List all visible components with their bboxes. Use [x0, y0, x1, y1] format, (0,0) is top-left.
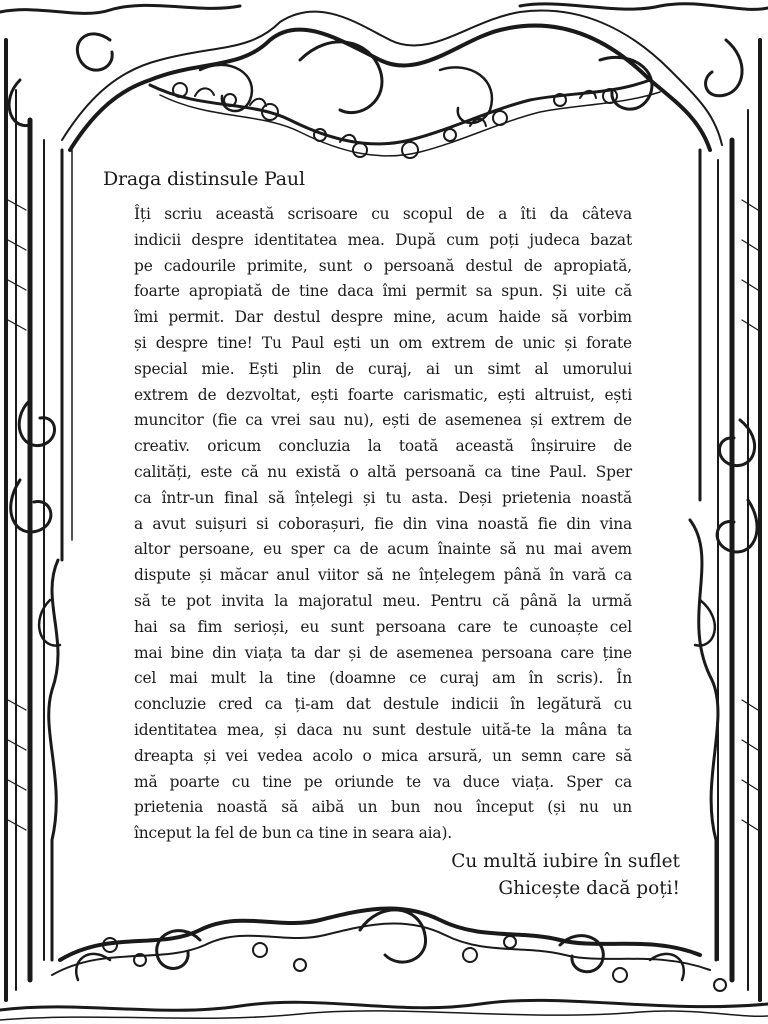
signature-line: Ghicește dacă poți! — [498, 878, 680, 899]
letter-line: altor persoane, eu sper ca de acum înainte să nu mai avem — [134, 540, 632, 559]
letter-line: dreapta și vei vedea acolo o mica arsură, un semn care să — [134, 746, 632, 765]
letter-line: să te pot invita la majoratul meu. Pentru că până la urmă — [134, 591, 632, 610]
letter-line: cel mai mult la tine (doamne ce curaj am în scris). În — [134, 669, 632, 688]
letter-line: foarte apropiată de tine daca îmi permit sa spun. Și uite că — [134, 282, 632, 301]
letter-line: special mie. Ești plin de curaj, ai un simt al umorului — [134, 359, 632, 378]
closing-line: Cu multă iubire în suflet — [451, 851, 680, 872]
letter-line: a avut suișuri si coborașuri, fie din vina noastă fie din vina — [134, 514, 632, 533]
letter-line: creativ. oricum concluzia la toată această înșiruire de — [134, 437, 632, 456]
letter-line: pe cadourile primite, sunt o persoană destul de apropiată, — [134, 256, 632, 275]
letter-line: Îți scriu această scrisoare cu scopul de a îti da câteva — [134, 205, 632, 223]
letter-line: dispute și măcar anul viitor să ne înțelegem până în vară ca — [134, 566, 632, 585]
letter-line: muncitor (fie ca vrei sau nu), ești de asemenea și extrem de — [134, 411, 632, 430]
letter-line: extrem de dezvoltat, ești foarte carismatic, ești altruist, ești — [134, 385, 632, 404]
letter-line: ca într-un final să înțelegi și tu asta. Deși prietenia noastă — [134, 488, 632, 507]
letter-line: îmi permit. Dar destul despre mine, acum haide să vorbim — [134, 308, 632, 327]
letter-line: început la fel de bun ca tine in seara aia). — [134, 824, 453, 843]
letter-line: hai sa fim serioși, eu sunt persoana care te cunoaște cel — [134, 617, 632, 636]
letter-line: mă poarte cu tine pe oriunde te va duce viața. Sper ca — [134, 772, 632, 791]
letter-body — [134, 202, 632, 847]
letter-line: calități, este că nu există o altă persoană ca tine Paul. Sper — [134, 462, 632, 481]
letter-salutation: Draga distinsule Paul — [103, 168, 305, 190]
letter-line: indicii despre identitatea mea. După cum poți judeca bazat — [134, 230, 632, 249]
letter-line: identitatea mea, și daca nu sunt destule uită-te la mâna ta — [134, 720, 632, 739]
letter-line: concluzie cred ca ți-am dat destule indicii în legătură cu — [134, 695, 632, 714]
letter-line: și despre tine! Tu Paul ești un om extrem de unic și forate — [134, 333, 632, 352]
letter-line: prietenia noastă să aibă un bun nou început (și nu un — [134, 798, 632, 817]
letter-closing — [451, 848, 680, 902]
letter-line: mai bine din viața ta dar și de asemenea persoana care ține — [134, 643, 632, 662]
